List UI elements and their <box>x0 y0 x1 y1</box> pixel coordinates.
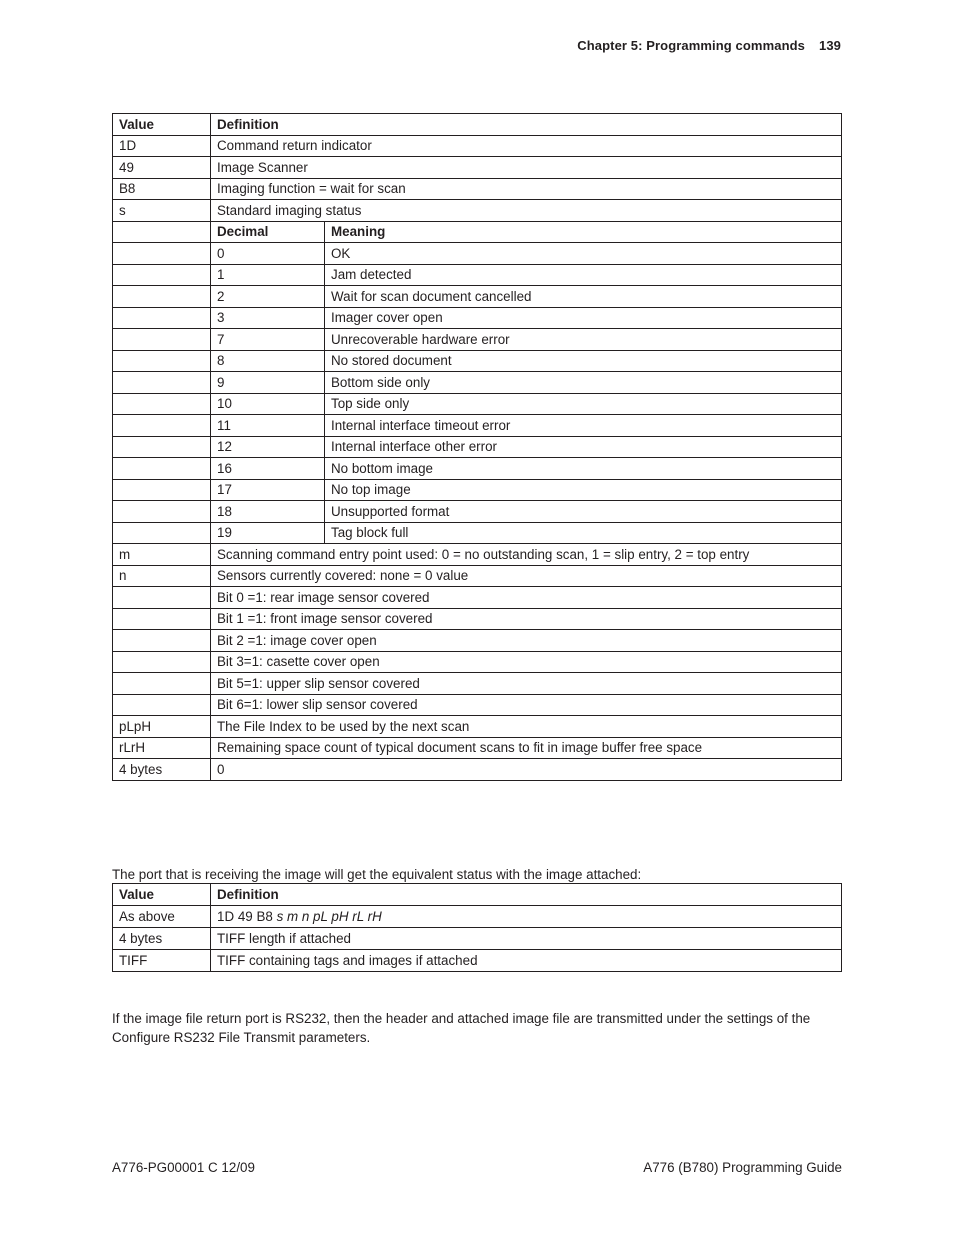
status-code-row <box>113 350 842 372</box>
empty-value-cell <box>113 415 211 437</box>
definition-cell: Image Scanner <box>211 157 842 179</box>
definition-cell: Imaging function = wait for scan <box>211 178 842 200</box>
definition-header: Definition <box>211 884 842 906</box>
table-row <box>113 200 842 222</box>
meaning-cell: Unrecoverable hardware error <box>325 329 842 351</box>
value-cell: 4 bytes <box>113 759 211 781</box>
value-cell: 49 <box>113 157 211 179</box>
status-subheader-row <box>113 221 842 243</box>
empty-value-cell <box>113 522 211 544</box>
meaning-cell: Imager cover open <box>325 307 842 329</box>
table-row <box>113 906 842 928</box>
decimal-cell: 19 <box>211 522 325 544</box>
value-cell: n <box>113 565 211 587</box>
table-row <box>113 157 842 179</box>
value-cell: 1D <box>113 135 211 157</box>
status-code-row <box>113 436 842 458</box>
definition-cell: Bit 0 =1: rear image sensor covered <box>211 587 842 609</box>
definition-cell: Standard imaging status <box>211 200 842 222</box>
definition-cell: Bit 2 =1: image cover open <box>211 630 842 652</box>
decimal-cell: 18 <box>211 501 325 523</box>
value-cell: m <box>113 544 211 566</box>
value-cell <box>113 651 211 673</box>
page-header <box>577 38 841 53</box>
table-row <box>113 950 842 972</box>
value-cell: s <box>113 200 211 222</box>
table-row <box>113 737 842 759</box>
meaning-cell: No bottom image <box>325 458 842 480</box>
definition-cell: The File Index to be used by the next scan <box>211 716 842 738</box>
decimal-cell: 3 <box>211 307 325 329</box>
table-row <box>113 673 842 695</box>
status-code-row <box>113 393 842 415</box>
status-code-row <box>113 329 842 351</box>
empty-value-cell <box>113 350 211 372</box>
image-attached-paragraph: The port that is receiving the image will get the equivalent status with the image attached: <box>112 867 642 883</box>
value-cell <box>113 630 211 652</box>
empty-value-cell <box>113 264 211 286</box>
value-cell <box>113 608 211 630</box>
status-code-row <box>113 372 842 394</box>
empty-value-cell <box>113 329 211 351</box>
decimal-cell: 2 <box>211 286 325 308</box>
table-row <box>113 630 842 652</box>
decimal-cell: 10 <box>211 393 325 415</box>
table-row <box>113 608 842 630</box>
meaning-cell: Bottom side only <box>325 372 842 394</box>
status-code-row <box>113 243 842 265</box>
value-cell <box>113 694 211 716</box>
empty-value-cell <box>113 393 211 415</box>
decimal-cell: 16 <box>211 458 325 480</box>
definition-text: 1D 49 B8 <box>217 909 277 924</box>
meaning-header: Meaning <box>325 221 842 243</box>
table-row <box>113 759 842 781</box>
definition-cell: Sensors currently covered: none = 0 value <box>211 565 842 587</box>
status-code-row <box>113 286 842 308</box>
table-row <box>113 135 842 157</box>
footer-guide-title: A776 (B780) Programming Guide <box>643 1160 842 1175</box>
table-row <box>113 544 842 566</box>
footer-doc-id: A776-PG00001 C 12/09 <box>112 1160 255 1175</box>
meaning-cell: Unsupported format <box>325 501 842 523</box>
definition-text: TIFF length if attached <box>217 931 351 946</box>
empty-value-cell <box>113 307 211 329</box>
definition-italic-params: s m n pL pH rL rH <box>276 909 382 924</box>
value-cell: 4 bytes <box>113 928 211 950</box>
table-row <box>113 178 842 200</box>
empty-value-cell <box>113 458 211 480</box>
status-code-row <box>113 501 842 523</box>
table-row <box>113 565 842 587</box>
definition-cell <box>211 950 842 972</box>
value-cell <box>113 587 211 609</box>
definition-cell: Bit 5=1: upper slip sensor covered <box>211 673 842 695</box>
empty-value-cell <box>113 501 211 523</box>
definition-cell: Scanning command entry point used: 0 = no outstanding scan, 1 = slip entry, 2 = top entry <box>211 544 842 566</box>
definition-cell <box>211 906 842 928</box>
decimal-cell: 8 <box>211 350 325 372</box>
meaning-cell: Internal interface timeout error <box>325 415 842 437</box>
value-header: Value <box>113 114 211 136</box>
table-row <box>113 587 842 609</box>
decimal-cell: 7 <box>211 329 325 351</box>
value-cell: pLpH <box>113 716 211 738</box>
decimal-cell: 17 <box>211 479 325 501</box>
empty-value-cell <box>113 221 211 243</box>
definition-cell: 0 <box>211 759 842 781</box>
meaning-cell: Internal interface other error <box>325 436 842 458</box>
decimal-cell: 0 <box>211 243 325 265</box>
definition-header: Definition <box>211 114 842 136</box>
definition-cell <box>211 928 842 950</box>
meaning-cell: Wait for scan document cancelled <box>325 286 842 308</box>
table-header-row <box>113 114 842 136</box>
table-row <box>113 928 842 950</box>
table-row <box>113 694 842 716</box>
status-response-table <box>112 113 842 781</box>
decimal-cell: 1 <box>211 264 325 286</box>
decimal-header: Decimal <box>211 221 325 243</box>
definition-cell: Bit 6=1: lower slip sensor covered <box>211 694 842 716</box>
decimal-cell: 11 <box>211 415 325 437</box>
empty-value-cell <box>113 243 211 265</box>
status-code-row <box>113 522 842 544</box>
empty-value-cell <box>113 372 211 394</box>
empty-value-cell <box>113 479 211 501</box>
table-row <box>113 651 842 673</box>
rs232-paragraph: If the image file return port is RS232, then the header and attached image file are transmitted under the settings of the Configure RS232 File Transmit parameters. <box>112 1011 811 1046</box>
decimal-cell: 9 <box>211 372 325 394</box>
status-code-row <box>113 479 842 501</box>
status-code-row <box>113 264 842 286</box>
definition-cell: Command return indicator <box>211 135 842 157</box>
meaning-cell: OK <box>325 243 842 265</box>
status-code-row <box>113 458 842 480</box>
chapter-title: Chapter 5: Programming commands <box>577 38 805 53</box>
meaning-cell: Top side only <box>325 393 842 415</box>
definition-cell: Bit 3=1: casette cover open <box>211 651 842 673</box>
meaning-cell: No top image <box>325 479 842 501</box>
status-code-row <box>113 307 842 329</box>
value-cell: As above <box>113 906 211 928</box>
table-row <box>113 716 842 738</box>
empty-value-cell <box>113 286 211 308</box>
value-cell <box>113 673 211 695</box>
value-header: Value <box>113 884 211 906</box>
definition-text: TIFF containing tags and images if attached <box>217 953 478 968</box>
table-header-row <box>113 884 842 906</box>
image-attached-table <box>112 883 842 972</box>
definition-cell: Bit 1 =1: front image sensor covered <box>211 608 842 630</box>
meaning-cell: No stored document <box>325 350 842 372</box>
decimal-cell: 12 <box>211 436 325 458</box>
page-number: 139 <box>819 38 841 53</box>
empty-value-cell <box>113 436 211 458</box>
meaning-cell: Jam detected <box>325 264 842 286</box>
meaning-cell: Tag block full <box>325 522 842 544</box>
value-cell: B8 <box>113 178 211 200</box>
status-code-row <box>113 415 842 437</box>
value-cell: rLrH <box>113 737 211 759</box>
definition-cell: Remaining space count of typical document scans to fit in image buffer free space <box>211 737 842 759</box>
value-cell: TIFF <box>113 950 211 972</box>
